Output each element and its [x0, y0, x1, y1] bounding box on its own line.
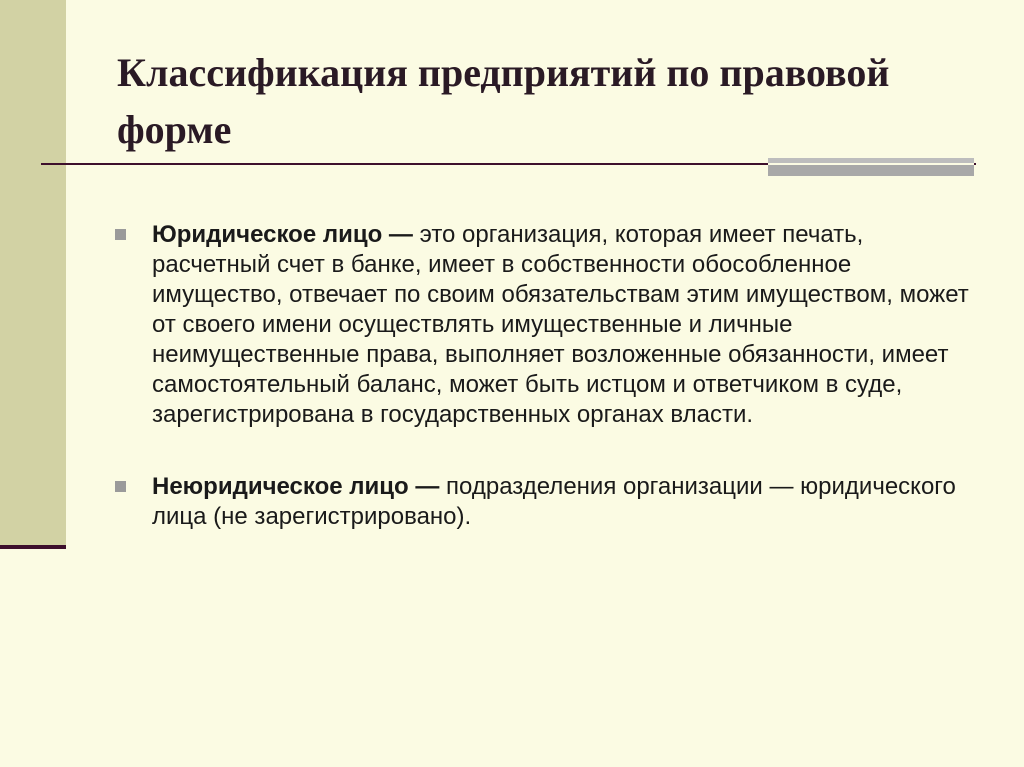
slide-title: Классификация предприятий по правовой форме: [117, 50, 890, 152]
bullet-item-non-legal-entity: [115, 472, 985, 532]
bullet-item-legal-entity: [115, 220, 985, 430]
bullet-list: [115, 220, 985, 574]
square-bullet-icon: [115, 481, 126, 492]
bullet-text: подразделения организации — юридического лица (не зарегистрировано).: [152, 473, 956, 530]
bullet-dash: —: [382, 221, 420, 248]
bullet-text: это организация, которая имеет печать, расчетный счет в банке, имеет в собственности обособленное имущество, отвечает по своим обязательствам этим имуществом, может от своего имени осуществлять имущественные и личные неимущественные права, выполняет возложенные обязанности, имеет самостоятельный баланс, может быть истцом и ответчиком в суде, зарегистрирована в государственных органах власти.: [152, 221, 969, 428]
left-decorative-band: [0, 0, 66, 548]
bullet-term: Юридическое лицо: [152, 221, 383, 248]
bullet-dash: —: [408, 473, 447, 500]
square-bullet-icon: [115, 229, 126, 240]
bullet-term: Неюридическое лицо: [152, 473, 409, 500]
title-accent-bar: [768, 158, 974, 176]
left-band-divider: [0, 545, 66, 549]
